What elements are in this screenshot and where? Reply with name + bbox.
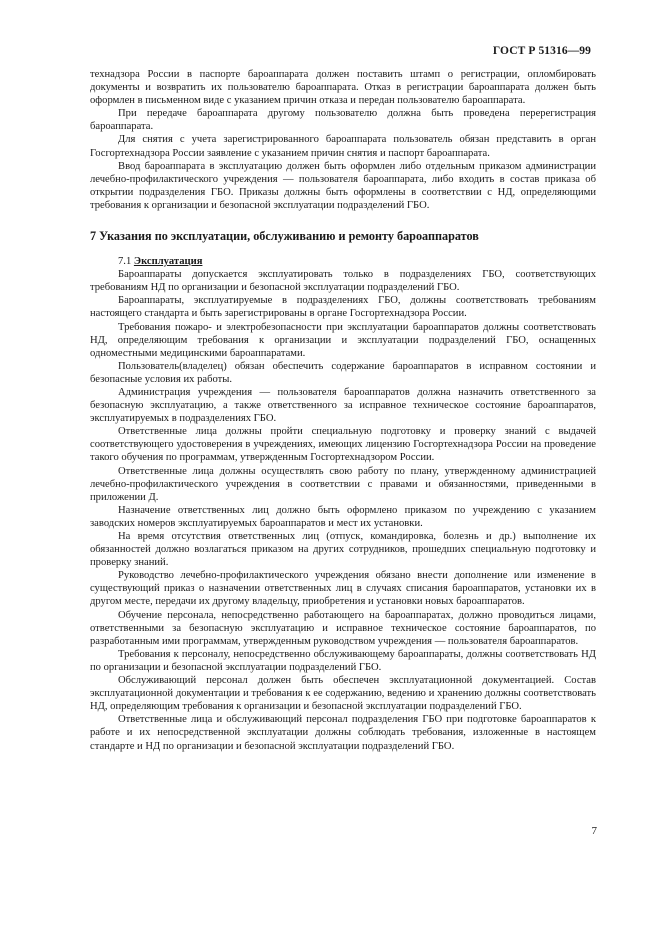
- paragraph: Обучение персонала, непосредственно работающего на бароаппаратах, должно проводиться лицами, ответственными за безопасную эксплуатацию и исправное техническое состояние бароаппаратов, по разработанным ими программам, утвержденным руководством учреждения — пользователя бароаппаратов.: [90, 609, 596, 647]
- subsection-number: 7.1: [118, 256, 132, 268]
- paragraph: Назначение ответственных лиц должно быть оформлено приказом по учреждению с указанием заводских номеров эксплуатируемых бароаппаратов и мест их установки.: [90, 504, 596, 529]
- page-number: 7: [591, 825, 597, 837]
- paragraph: Требования к персоналу, непосредственно обслуживающему бароаппараты, должны соответствовать НД по организации и безопасной эксплуатации подразделений ГБО.: [90, 648, 596, 673]
- section-heading: 7 Указания по эксплуатации, обслуживанию и ремонту бароаппаратов: [90, 229, 479, 244]
- paragraph: Требования пожаро- и электробезопасности при эксплуатации бароаппаратов должны соответствовать НД, определяющим требования к организации и эксплуатации подразделений ГБО, оснащенных одноместными медицинскими бароаппаратами.: [90, 321, 596, 359]
- document-body: [90, 68, 596, 753]
- paragraph: Ответственные лица и обслуживающий персонал подразделения ГБО при подготовке бароаппаратов к работе и их непосредственной эксплуатации должны соблюдать требования, изложенные в настоящем стандарте и НД по организации и безопасной эксплуатации подразделений ГБО.: [90, 714, 596, 752]
- paragraph: Бароаппараты, эксплуатируемые в подразделениях ГБО, должны соответствовать требованиям настоящего стандарта и быть зарегистрированы в органе Госгортехнадзора России.: [90, 295, 596, 320]
- paragraph: Ввод бароаппарата в эксплуатацию должен быть оформлен либо отдельным приказом администрации лечебно-профилактического учреждения — пользователя бароаппарата, либо входить в состав приказа об открытии подразделения ГБО. Приказы должны быть оформлены в соответствии с НД, определяющими требования к организации и безопасной эксплуатации подразделений ГБО.: [90, 160, 596, 211]
- paragraph: Обслуживающий персонал должен быть обеспечен эксплуатационной документацией. Состав эксплуатационной документации и требования к ее содержанию, ведению и хранению должны соответствовать НД, определяющим требования к организации и безопасной эксплуатации подразделений ГБО.: [90, 675, 596, 713]
- subsection-title: Эксплуатация: [133, 256, 203, 268]
- subsection-heading: [90, 255, 596, 268]
- paragraph: Пользователь(владелец) обязан обеспечить содержание бароаппаратов в исправном состоянии и безопасные условия их работы.: [90, 360, 596, 385]
- paragraph: Ответственные лица должны осуществлять свою работу по плану, утвержденному администрацией лечебно-профилактического учреждения в соответствии с правами и обязанностями, приведенными в приложении Д.: [90, 465, 596, 503]
- paragraph: технадзора России в паспорте бароаппарата должен поставить штамп о регистрации, опломбировать документы и возвратить их пользователю бароаппарата. Отказ в регистрации бароаппарата должен быть оформлен в письменном виде с указанием причин отказа и передан пользователю бароаппарата.: [90, 69, 596, 107]
- paragraph: Для снятия с учета зарегистрированного бароаппарата пользователь обязан представить в орган Госгортехнадзора России заявление с указанием причин снятия и паспорт бароаппарата.: [90, 134, 596, 159]
- paragraph: Бароаппараты допускается эксплуатировать только в подразделениях ГБО, соответствующих требованиям НД по организации и безопасной эксплуатации подразделений ГБО.: [90, 269, 596, 294]
- paragraph: Ответственные лица должны пройти специальную подготовку и проверку знаний с выдачей соответствующего удостоверения в учреждениях, имеющих лицензию Госгортехнадзора России на проведение такого обучения по программам, утвержденным Госгортехнадзором России.: [90, 426, 596, 464]
- document-code-header: ГОСТ Р 51316—99: [492, 45, 591, 57]
- paragraph: При передаче бароаппарата другому пользователю должна быть проведена перерегистрация бароаппарата.: [90, 108, 596, 133]
- paragraph: На время отсутствия ответственных лиц (отпуск, командировка, болезнь и др.) выполнение их обязанностей должно возлагаться приказом на других сотрудников, прошедших специальную подготовку и проверку знаний.: [90, 531, 596, 569]
- paragraph: Администрация учреждения — пользователя бароаппаратов должна назначить ответственного за безопасную эксплуатацию, а также ответственного за исправное техническое состояние бароаппаратов, эксплуатируемых в подразделениях ГБО.: [90, 386, 596, 425]
- paragraph: Руководство лечебно-профилактического учреждения обязано внести дополнение или изменение в существующий приказ о назначении ответственных лиц в случаях списания бароаппаратов, установки их в другом месте, передачи их другому владельцу, приобретения и установки новых бароаппаратов.: [90, 570, 596, 608]
